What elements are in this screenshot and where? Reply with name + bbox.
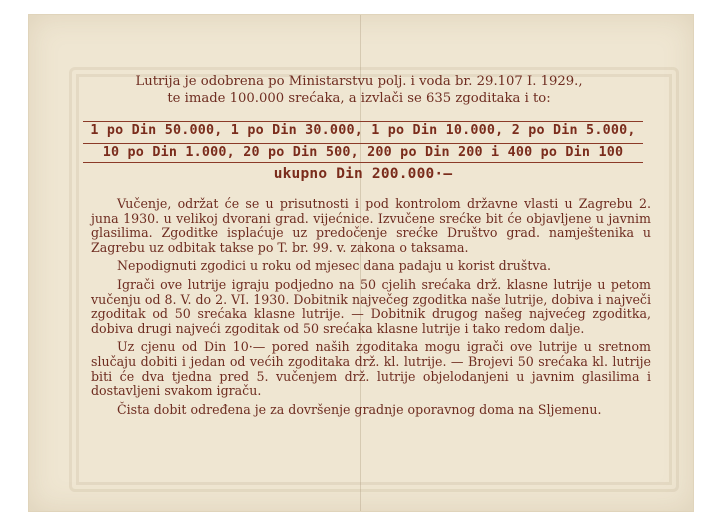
paragraph-profit: Čista dobit određena je za dovršenje gradnje oporavnog doma na Sljemenu.	[117, 401, 602, 417]
paragraph-price: Uz cjenu od Din 10·— pored naših zgoditaka mogu igrači ove lutrije u sretnom slučaju dobiti i jedan od većih zgoditaka drž. kl. lutrije. — Brojevi 50 srećaka kl. lutrije biti će dva tjedna pred 5. vučenjem drž. lutrije objelodanjeni u javnim glasilima i dostavljeni svakom igraču.	[91, 339, 651, 399]
prizes-line-1: 1 po Din 50.000, 1 po Din 30.000, 1 po Din 10.000, 2 po Din 5.000,	[83, 121, 643, 138]
paragraph-unclaimed: Nepodignuti zgodici u roku od mjesec dana padaju u korist društva.	[117, 258, 552, 274]
prizes-total: ukupno Din 200.000·—	[273, 166, 453, 182]
prizes-line-2: 10 po Din 1.000, 20 po Din 500, 200 po Din 200 i 400 po Din 100	[83, 143, 643, 163]
paragraph-draw: Vučenje, održat će se u prisutnosti i pod kontrolom državne vlasti u Zagrebu 2. juna 1930. u velikoj dvorani grad. vijećnice. Izvučene srećke bit će objavljene u javnim glasilima. Zgoditke isplaćuje uz predočenje srećke Društvo grad. namještenika u Zagrebu uz odbitak takse po T. br. 99. v. zakona o taksama.	[91, 196, 651, 255]
intro-line-1: Lutrija je odobrena po Ministarstvu polj. i voda br. 29.107 I. 1929.,	[135, 74, 583, 89]
lottery-ticket-back	[28, 14, 694, 512]
intro-text	[89, 73, 629, 107]
intro-line-2: te imade 100.000 srećaka, a izvlači se 635 zgoditaka i to:	[167, 91, 551, 106]
paragraph-class-lottery: Igrači ove lutrije igraju podjedno na 50 cjelih srećaka drž. klasne lutrije u petom vučenju od 8. V. do 2. VI. 1930. Dobitnik največeg zgoditka naše lutrije, dobiva i največi zgoditak od 50 srećaka klasne lutrije. — Dobitnik drugog našeg najvećeg zgoditka, dobiva drugi najveći zgoditak od 50 srećaka klasne lutrije i tako redom dalje.	[91, 276, 651, 336]
terms-text	[91, 197, 651, 421]
